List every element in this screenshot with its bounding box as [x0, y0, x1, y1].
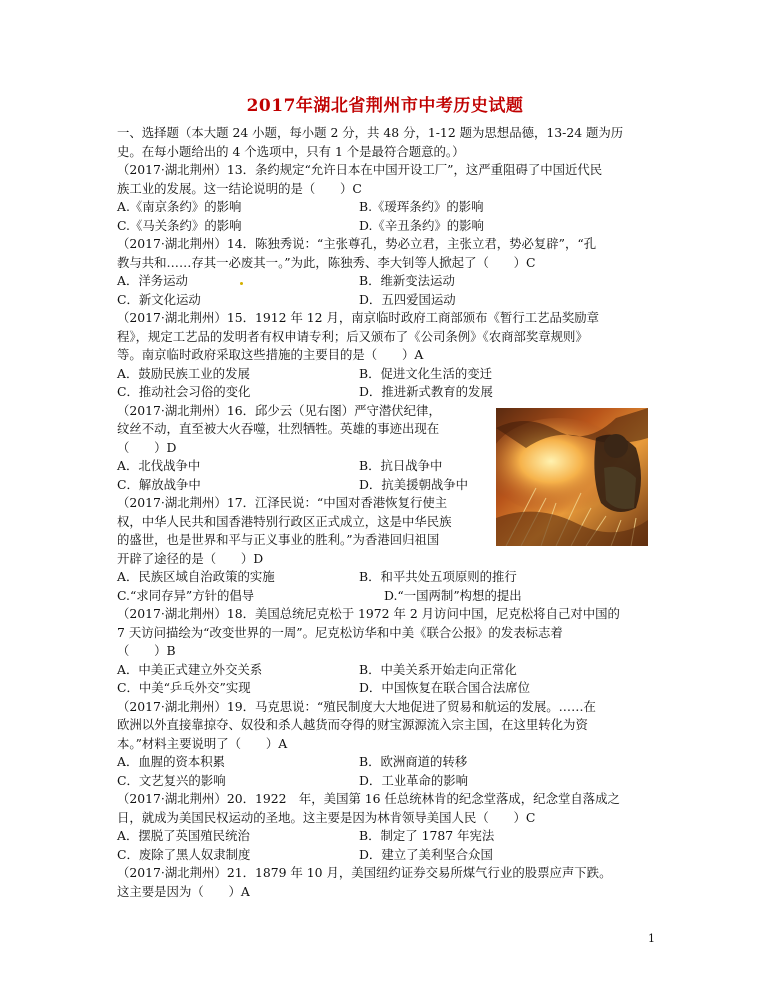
q14-stem: （2017·湖北荆州）14．陈独秀说：“主张尊孔，势必立君，主张立君，势必复辟”，“孔 — [117, 236, 597, 251]
q17-stem: （2017·湖北荆州）17．江泽民说：“中国对香港恢复行使主 — [117, 495, 448, 510]
q16-option-c: C．解放战争中 — [117, 477, 201, 492]
q19-option-c: C．文艺复兴的影响 — [117, 773, 226, 788]
q18-stem: 7 天访问描绘为“改变世界的一周”。尼克松访华和中美《联合公报》的发表标志着 — [117, 625, 563, 640]
q17-stem: 权，中华人民共和国香港特别行政区正式成立，这是中华民族 — [117, 514, 452, 529]
q16-stem: （ ）D — [117, 440, 177, 455]
q19-stem: 欧洲以外直接靠掠夺、奴役和杀人越货而夺得的财宝源源流入宗主国，在这里转化为资 — [117, 717, 588, 732]
q13-stem: （2017·湖北荆州）13．条约规定“允许日本在中国开设工厂”，这严重阻碍了中国近代民 — [117, 162, 603, 177]
q20-option-a: A．摆脱了英国殖民统治 — [117, 828, 250, 843]
q19-stem: （2017·湖北荆州）19．马克思说：“殖民制度大大地促进了贸易和航运的发展。……在 — [117, 699, 596, 714]
q15-option-d: D．推进新式教育的发展 — [359, 384, 493, 399]
q14-stem: 教与共和……存其一必废其一。”为此，陈独秀、李大钊等人掀起了（ ）C — [117, 255, 536, 270]
page-title: 2017年湖北省荆州市中考历史试题 — [246, 96, 524, 116]
q18-option-c: C．中美“乒乓外交”实现 — [117, 680, 251, 695]
q15-stem: 程》，规定工艺品的发明者有权申请专利；后又颁布了《公司条例》《农商部奖章规则》 — [117, 329, 588, 344]
q17-option-c: C.“求同存异”方针的倡导 — [117, 588, 255, 603]
q19-stem: 本。”材料主要说明了（ ）A — [117, 736, 288, 751]
intro-line: 史。在每小题给出的 4 个选项中，只有 1 个是最符合题意的。） — [117, 144, 465, 159]
q13-stem: 族工业的发展。这一结论说明的是（ ）C — [117, 181, 362, 196]
q14-option-a: A．洋务运动 — [117, 273, 188, 288]
q15-option-c: C．推动社会习俗的变化 — [117, 384, 251, 399]
q14-option-b: B．维新变法运动 — [359, 273, 455, 288]
q20-option-b: B．制定了 1787 年宪法 — [359, 828, 495, 843]
page-number: 1 — [648, 932, 655, 945]
intro-line: 一、选择题（本大题 24 小题，每小题 2 分，共 48 分，1-12 题为思想品德，13-24 题为历 — [117, 125, 624, 140]
q13-option-c: C.《马关条约》的影响 — [117, 218, 242, 233]
q19-option-a: A．血腥的资本积累 — [117, 754, 226, 769]
q18-stem: （2017·湖北荆州）18．美国总统尼克松于 1972 年 2 月访问中国，尼克松将自己对中国的 — [117, 606, 620, 621]
q18-option-b: B．中美关系开始走向正常化 — [359, 662, 517, 677]
q17-option-a: A．民族区域自治政策的实施 — [117, 569, 275, 584]
q20-stem: （2017·湖北荆州）20．1922 年，美国第 16 任总统林肯的纪念堂落成，纪念堂自落成之 — [117, 791, 620, 806]
q20-stem: 日，就成为美国民权运动的圣地。这主要是因为林肯领导美国人民（ ）C — [117, 810, 536, 825]
q20-option-d: D．建立了美利坚合众国 — [359, 847, 493, 862]
q18-option-a: A．中美正式建立外交关系 — [117, 662, 263, 677]
q17-stem: 开辟了途径的是（ ）D — [117, 551, 264, 566]
q14-option-d: D．五四爱国运动 — [359, 292, 456, 307]
q15-option-b: B．促进文化生活的变迁 — [359, 366, 493, 381]
q16-option-d: D．抗美援朝战争中 — [359, 477, 469, 492]
q13-option-b: B.《瑷珲条约》的影响 — [359, 199, 484, 214]
q21-stem: 这主要是因为（ ）A — [117, 884, 250, 899]
q18-stem: （ ）B — [117, 643, 176, 658]
q17-option-d: D.“一国两制”构想的提出 — [384, 588, 522, 603]
q13-option-d: D.《辛丑条约》的影响 — [359, 218, 484, 233]
qiu-shaoyun-painting — [496, 408, 648, 546]
q17-stem: 的盛世，也是世界和平与正义事业的胜利。”为香港回归祖国 — [117, 532, 440, 547]
q15-stem: （2017·湖北荆州）15．1912 年 12 月，南京临时政府工商部颁布《暂行工艺品奖励章 — [117, 310, 600, 325]
q19-option-b: B．欧洲商道的转移 — [359, 754, 468, 769]
q14-option-c: C．新文化运动 — [117, 292, 201, 307]
q16-option-b: B．抗日战争中 — [359, 458, 443, 473]
q13-option-a: A.《南京条约》的影响 — [117, 199, 242, 214]
q20-option-c: C．废除了黑人奴隶制度 — [117, 847, 251, 862]
q16-stem: 纹丝不动，直至被大火吞噬，壮烈牺牲。英雄的事迹出现在 — [117, 421, 440, 436]
q19-option-d: D．工业革命的影响 — [359, 773, 469, 788]
q15-stem: 等。南京临时政府采取这些措施的主要目的是（ ）A — [117, 347, 424, 362]
q15-option-a: A．鼓励民族工业的发展 — [117, 366, 250, 381]
q16-option-a: A．北伐战争中 — [117, 458, 201, 473]
q16-stem: （2017·湖北荆州）16．邱少云（见右图）严守潜伏纪律， — [117, 403, 441, 418]
q21-stem: （2017·湖北荆州）21．1879 年 10 月，美国纽约证券交易所煤气行业的股票应声下跌。 — [117, 865, 612, 880]
q18-option-d: D．中国恢复在联合国合法席位 — [359, 680, 531, 695]
stray-dot — [240, 282, 243, 285]
q17-option-b: B．和平共处五项原则的推行 — [359, 569, 517, 584]
